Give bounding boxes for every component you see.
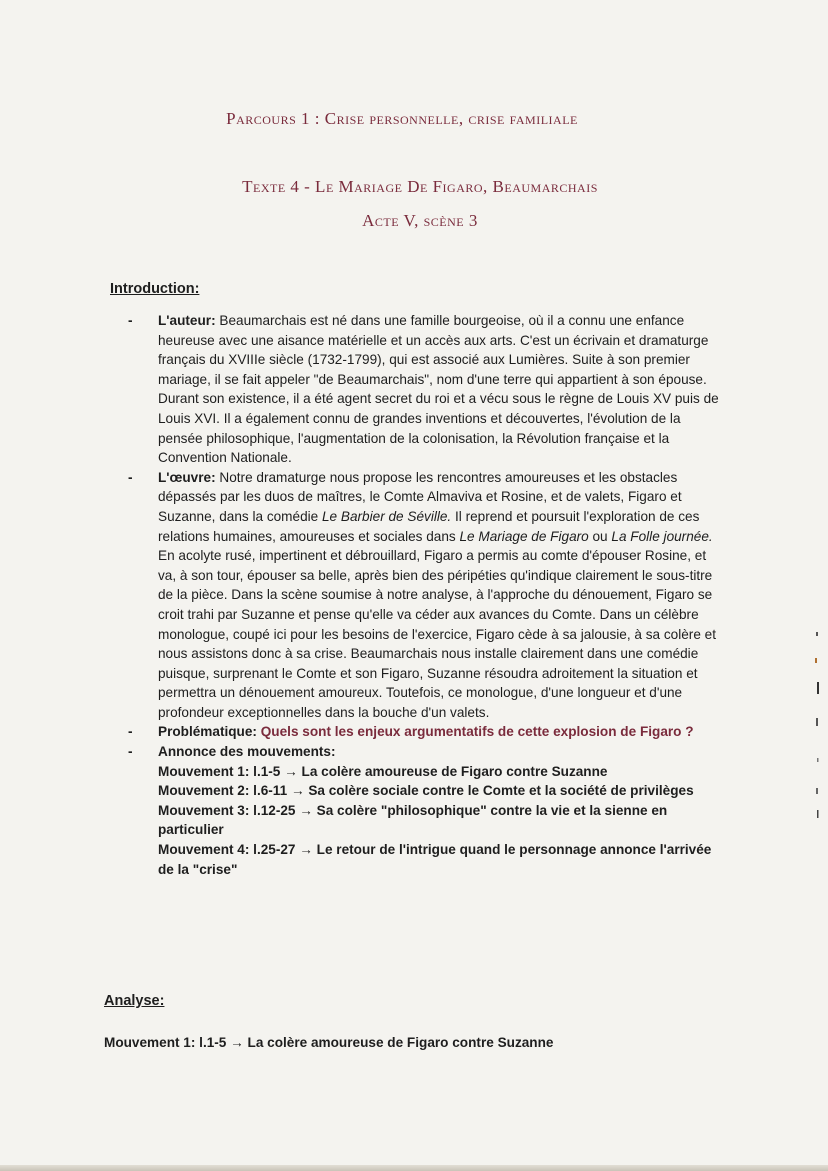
margin-bleed-marks: [798, 620, 828, 820]
problematique-item: [158, 722, 728, 742]
mouvement-3-line: Mouvement 3: l.12-25 → Sa colère "philosophique" contre la vie et la sienne en particulier: [158, 802, 668, 838]
oeuvre-title-1: Le Barbier de Séville.: [322, 508, 452, 524]
oeuvre-text-2: Il reprend et poursuit l'exploration de ces relations humaines, amoureuses et sociales dans: [158, 508, 700, 544]
mouvement-1-line: Mouvement 1: l.1-5 → La colère amoureuse de Figaro contre Suzanne: [158, 763, 608, 779]
oeuvre-title-3: La Folle journée.: [611, 528, 713, 544]
analyse-mouvement-1: Mouvement 1: l.1-5 → La colère amoureuse de Figaro contre Suzanne: [104, 1035, 554, 1050]
auteur-text: Beaumarchais est né dans une famille bourgeoise, où il a connu une enfance heureuse avec une aisance matérielle et un accès aux arts. C'est un écrivain et dramaturge français du XVIIIe siècle (1732-1799), qui est associé aux Lumières. Suite à son premier mariage, il se fait appeler "de Beaumarchais", nom d'une terre qui appartient à son épouse. Durant son existence, il a été agent secret du roi et a vécu sous le règne de Louis XV puis de Louis XVI. Il a également connu de grandes inventions et découvertes, l'évolution de la pensée philosophique, l'augmentation de la colonisation, la Révolution française et la Convention Nationale.: [158, 313, 719, 466]
problematique-label: Problématique:: [158, 724, 257, 740]
act-scene-title: Acte V, scène 3: [362, 211, 478, 230]
text-title: Texte 4 - Le Mariage De Figaro, Beaumarchais: [242, 177, 598, 196]
auteur-label: L'auteur:: [158, 313, 216, 328]
oeuvre-item: [158, 468, 728, 723]
annonce-label: Annonce des mouvements:: [158, 744, 336, 760]
introduction-heading: Introduction:: [110, 281, 200, 297]
oeuvre-text-1: Notre dramaturge nous propose les rencontres amoureuses et les obstacles dépassés par les duos de maîtres, le Comte Almaviva et Rosine, et de valets, Figaro et Suzanne, dans la comédie: [158, 469, 682, 524]
oeuvre-text-4: En acolyte rusé, impertinent et débrouillard, Figaro a permis au comte d'épouser Rosine, et va, à son tour, épouser sa belle, après bien des péripéties qu'indique clairement le sous-titre de la pièce. Dans la scène soumise à notre analyse, à l'approche du dénouement, Figaro se croit trahi par Suzanne et pense qu'elle va céder aux avances du Comte. Dans un célèbre monologue, coupé ici pour les besoins de l'exercice, Figaro cède à sa jalousie, à sa colère et nous assistons donc à sa crise. Beaumarchais nous installe clairement dans une comédie puisque, surprenant le Comte et son Figaro, Suzanne résoudra adroitement la situation et permettra un dénouement amoureux. Toutefois, ce monologue, d'une longueur et d'une profondeur exceptionnelles dans la bouche d'un valets.: [158, 548, 716, 720]
oeuvre-text-3: ou: [588, 528, 612, 544]
mouvement-2-line: Mouvement 2: l.6-11 → Sa colère sociale contre le Comte et la société de privilèges: [158, 783, 694, 799]
mouvement-4-line: Mouvement 4: l.25-27 → Le retour de l'intrigue quand le personnage annonce l'arrivée de la "crise": [158, 842, 712, 877]
introduction-body: [158, 311, 728, 879]
scan-bottom-edge: [0, 1165, 828, 1171]
analyse-heading: Analyse:: [104, 993, 165, 1009]
problematique-text: Quels sont les enjeux argumentatifs de cette explosion de Figaro ?: [256, 724, 694, 740]
oeuvre-title-2: Le Mariage de Figaro: [459, 528, 589, 544]
oeuvre-label: L'œuvre:: [158, 469, 216, 485]
parcours-title: Parcours 1 : Crise personnelle, crise familiale: [226, 109, 578, 128]
annonce-item: [158, 742, 728, 762]
auteur-item: [158, 311, 728, 468]
